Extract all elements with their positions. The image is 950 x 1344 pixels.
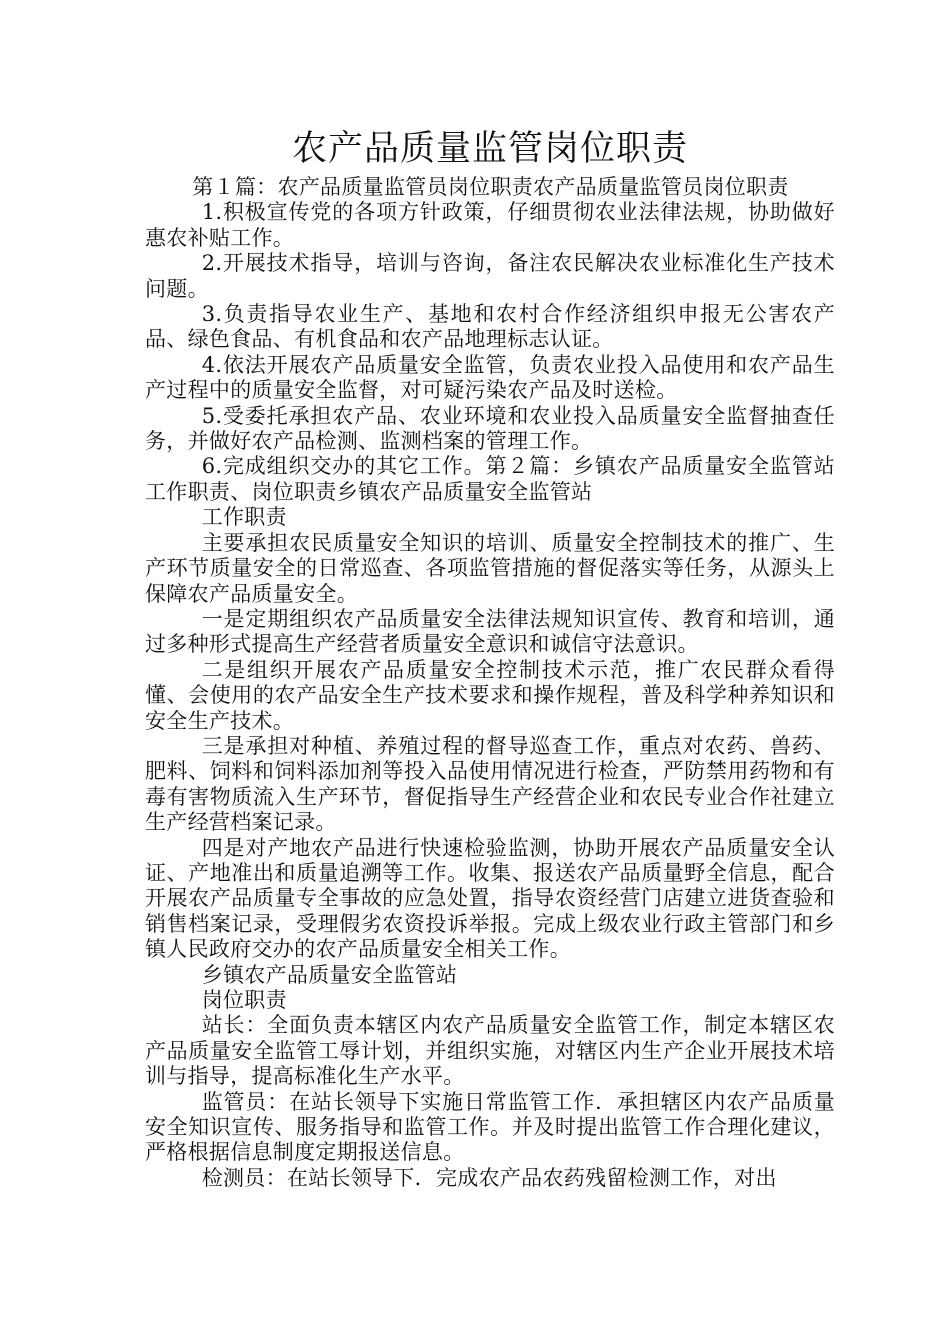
paragraph-station-name: 乡镇农产品质量安全监管站 [201,962,458,987]
paragraph-item-2: 2.开展技术指导，培训与咨询，备注农民解决农业标准化生产技术问题。 [145,251,835,301]
paragraph-item-1: 1.积极宣传党的各项方针政策，仔细贯彻农业法律法规，协助做好惠农补贴工作。 [145,200,835,250]
paragraph-station-head: 站长：全面负责本辖区内农产品质量安全监管工作，制定本辖区农产品质量安全监管工辱计划，并组织实施，对辖区内生产企业开展技术培训与指导，提高标准化生产水平。 [145,1013,835,1089]
paragraph-item-4: 4.依法开展农产品质量安全监管，负责农业投入品使用和农产品生产过程中的质量安全监督，对可疑污染农产品及时送检。 [145,352,835,403]
paragraph-first-duty: 一是定期组织农产品质量安全法律法规知识宣传、教育和培训，通过多种形式提高生产经营者质量安全意识和诚信守法意识。 [145,606,835,657]
paragraph-third-duty: 三是承担对种植、养殖过程的督导巡查工作，重点对农药、兽药、肥料、饲料和饲料添加剂等投入品使用情况进行检查，严防禁用药物和有毒有害物质流入生产环节，督促指导生产经营企业和农民专业合作社建立生产经营档案记录。 [145,733,835,835]
paragraph-second-duty: 二是组织开展农产品质量安全控制技术示范，推广农民群众看得懂、会使用的农产品安全生产技术要求和操作规程，普及科学种养知识和安全生产技术。 [145,657,835,733]
document-title: 农产品质量监管岗位职责 [291,129,688,169]
paragraph-item-5: 5.受委托承担农产品、农业环境和农业投入品质量安全监督抽查任务，并做好农产品检测、监测档案的管理工作。 [145,403,835,454]
paragraph-main-duties: 主要承担农民质量安全知识的培训、质量安全控制技术的推广、生产环节质量安全的日常巡查、各项监管措施的督促落实等任务，从源头上保障农产品质量安全。 [145,530,835,606]
paragraph-work-duties-heading: 工作职责 [201,505,287,530]
paragraph-item-6-part2-heading: 6.完成组织交办的其它工作。第２篇：乡镇农产品质量安全监管站工作职责、岗位职责乡镇农产品质量安全监管站 [145,454,835,504]
paragraph-item-3: 3.负责指导农业生产、基地和农村合作经济组织申报无公害农产品、绿色食品、有机食品和农产品地理标志认证。 [145,302,835,352]
paragraph-inspector: 检测员：在站长领导下．完成农产品农药残留检测工作，对出 [201,1165,777,1190]
paragraph-post-duties-heading: 岗位职责 [201,988,287,1012]
paragraph-supervisor: 监管员：在站长领导下实施日常监管工作．承担辖区内农产品质量安全知识宣传、服务指导和监管工作。并及时提出监管工作合理化建议，严格根据信息制度定期报送信息。 [145,1089,835,1165]
document-page [145,126,835,1191]
paragraph-fourth-duty: 四是对产地农产品进行快速检验监测，协助开展农产品质量安全认证、产地准出和质量追溯等工作。收集、报送农产品质量野全信息，配合开展农产品质量专全事故的应急处置，指导农资经营门店建立进货查验和销售档案记录，受理假劣农资投诉举报。完成上级农业行政主管部门和乡镇人民政府交办的农产品质量安全相关工作。 [145,835,835,962]
paragraph-part1-heading: 第１篇：农产品质量监管员岗位职责农产品质量监管员岗位职责 [192,175,789,199]
